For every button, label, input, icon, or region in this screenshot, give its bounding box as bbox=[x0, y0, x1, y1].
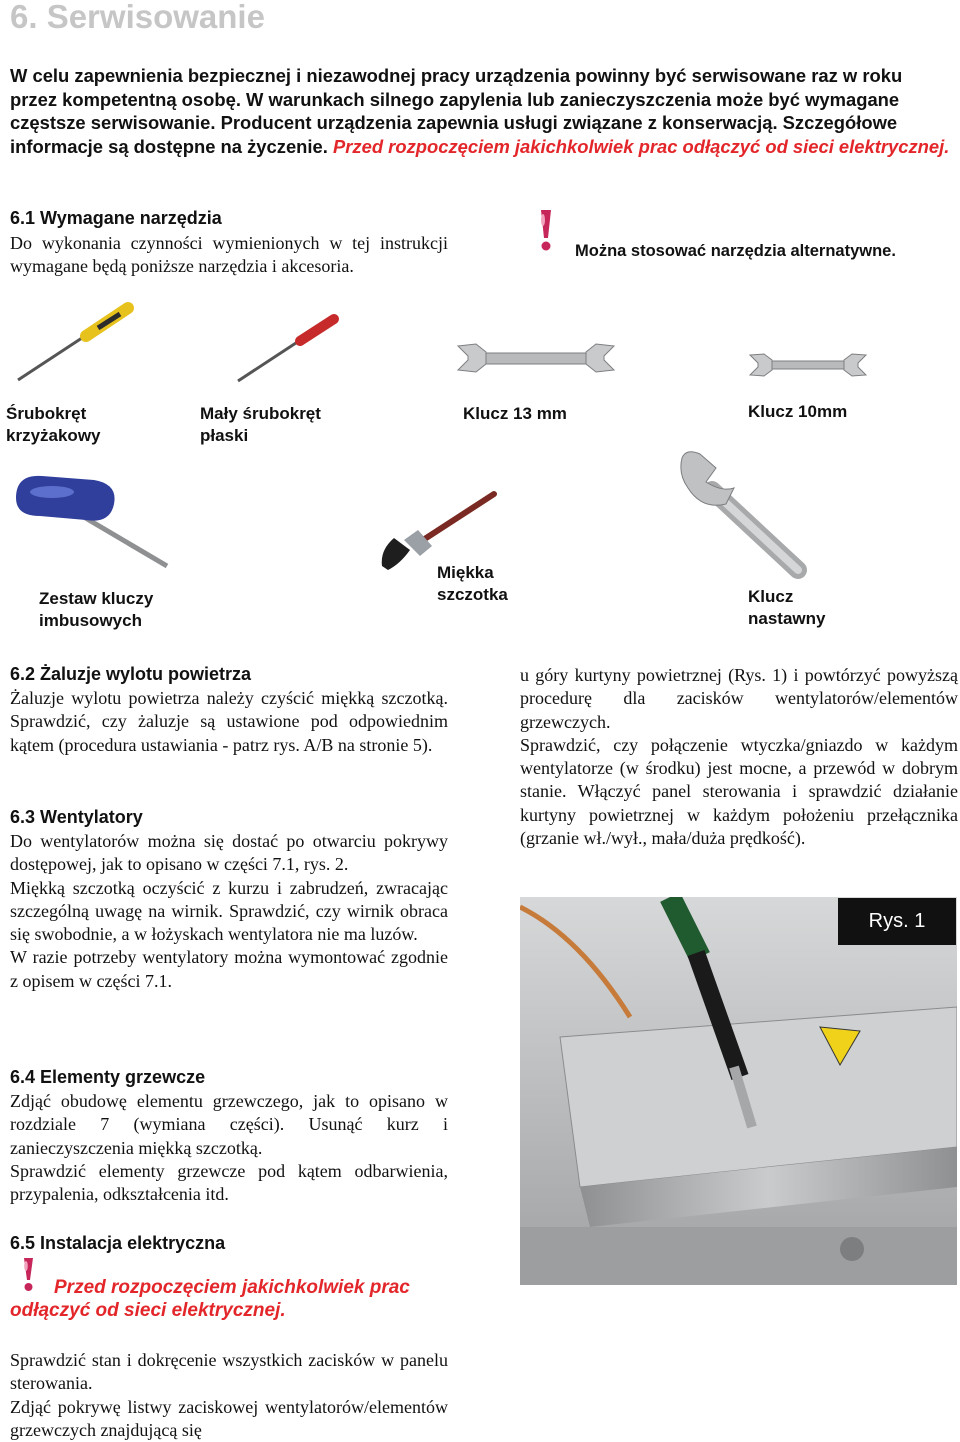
intro-text: W celu zapewnienia bezpiecznej i niezawodnej pracy urządzenia powinny być serwisowane raz w roku przez kompetentną osobę. W warunkach silnego zapylenia lub zanieczyszczenia może być wymagane częstsze serwisowanie. Producent urządzenia zapewnia usługi związane z konserwacją. Szczegółowe informacje są dostępne na życzenie. bbox=[10, 65, 903, 157]
right-column-text bbox=[520, 664, 958, 850]
section-6-4-p2: Sprawdzić elementy grzewcze pod kątem odbarwienia, przypalenia, odkształcenia itd. bbox=[10, 1160, 448, 1205]
tool-label-wrench-13: Klucz 13 mm bbox=[463, 404, 567, 423]
section-6-3-p1: Do wentylatorów można się dostać po otwarciu pokrywy dostępowej, jak to opisano w części 7.1, rys. 2. bbox=[10, 831, 448, 875]
flat-screwdriver-image bbox=[230, 305, 350, 387]
tool-label-phillips: Śrubokręt krzyżakowy bbox=[6, 404, 101, 445]
section-6-5-warning: Przed rozpoczęciem jakichkolwiek prac odłączyć od sieci elektrycznej. bbox=[10, 1277, 410, 1321]
tool-label-wrench-10: Klucz 10mm bbox=[748, 402, 848, 421]
wrench-10mm-image bbox=[746, 350, 870, 380]
section-6-5-heading: 6.5 Instalacja elektryczna bbox=[10, 1233, 226, 1253]
section-6-1-note: Można stosować narzędzia alternatywne. bbox=[575, 242, 896, 260]
section-6-2-heading: 6.2 Żaluzje wylotu powietrza bbox=[10, 664, 252, 684]
wrench-13mm-image bbox=[452, 338, 620, 378]
section-6-1-heading: 6.1 Wymagane narzędzia bbox=[10, 208, 222, 228]
section-6-4-p1: Zdjąć obudowę elementu grzewczego, jak to opisano w rozdziale 7 (wymiana części). Usunąć kurz i zanieczyszczenia miękką szczotką. bbox=[10, 1091, 448, 1158]
adjustable-wrench-image bbox=[676, 448, 816, 583]
exclamation-icon bbox=[530, 208, 560, 254]
section-6-4-paragraphs bbox=[10, 1090, 448, 1206]
section-6-3-heading: 6.3 Wentylatory bbox=[10, 807, 143, 827]
page-title: 6. Serwisowanie bbox=[10, 0, 265, 35]
section-6-5-paragraphs bbox=[10, 1349, 448, 1442]
section-6-5-p2: Zdjąć pokrywę listwy zaciskowej wentylatorów/elementów grzewczych znajdującą się bbox=[10, 1396, 448, 1440]
tool-label-flat: Mały śrubokręt płaski bbox=[200, 404, 321, 445]
section-6-1-text: Do wykonania czynności wymienionych w tej instrukcji wymagane będą poniższe narzędzia i akcesoria. bbox=[10, 233, 448, 277]
figure-tag: Rys. 1 bbox=[838, 898, 956, 945]
figure-photo-terminal-cover bbox=[520, 897, 957, 1285]
allen-key-image bbox=[12, 470, 172, 572]
section-6-3-p3: W razie potrzeby wentylatory można wymontować zgodnie z opisem w części 7.1. bbox=[10, 947, 448, 991]
section-6-4-heading: 6.4 Elementy grzewcze bbox=[10, 1067, 206, 1087]
section-6-3-p2: Miękką szczotką oczyścić z kurzu i zabrudzeń, zwracając szczególną uwagę na wirnik. Sprawdzić, czy wirnik obraca się swobodnie, a w łożyskach wentylatora nie ma luzów. bbox=[10, 877, 448, 945]
section-6-2-text: Żaluzje wylotu powietrza należy czyścić miękką szczotką. Sprawdzić, czy żaluzje są ustawione pod odpowiednim kątem (procedura ustawiania - patrz rys. A/B na stronie 5). bbox=[10, 688, 448, 755]
intro-warning: Przed rozpoczęciem jakichkolwiek prac odłączyć od sieci elektrycznej. bbox=[332, 135, 950, 157]
right-column-p2: Sprawdzić, czy połączenie wtyczka/gniazdo w każdym wentylatorze (w środku) jest mocne, a przewód w dobrym stanie. Włączyć panel sterowania i sprawdzić działanie kurtyny powietrznej w każdym położeniu przełącznika (grzanie wł./wył., mała/duża prędkość). bbox=[520, 734, 958, 849]
intro-paragraph bbox=[10, 64, 950, 158]
phillips-screwdriver-image bbox=[10, 300, 136, 386]
right-column-p1: u góry kurtyny powietrznej (Rys. 1) i powtórzyć powyższą procedurę dla zacisków wentylatorów/elementów grzewczych. bbox=[520, 665, 958, 732]
soft-brush-image bbox=[380, 490, 498, 572]
section-6-3-paragraphs bbox=[10, 830, 448, 993]
tool-label-adjustable: Klucz nastawny bbox=[748, 587, 826, 628]
section-6-5-p1: Sprawdzić stan i dokręcenie wszystkich zacisków w panelu sterowania. bbox=[10, 1350, 448, 1394]
tool-label-brush: Miękka szczotka bbox=[437, 563, 508, 604]
tool-label-allen: Zestaw kluczy imbusowych bbox=[39, 589, 154, 630]
